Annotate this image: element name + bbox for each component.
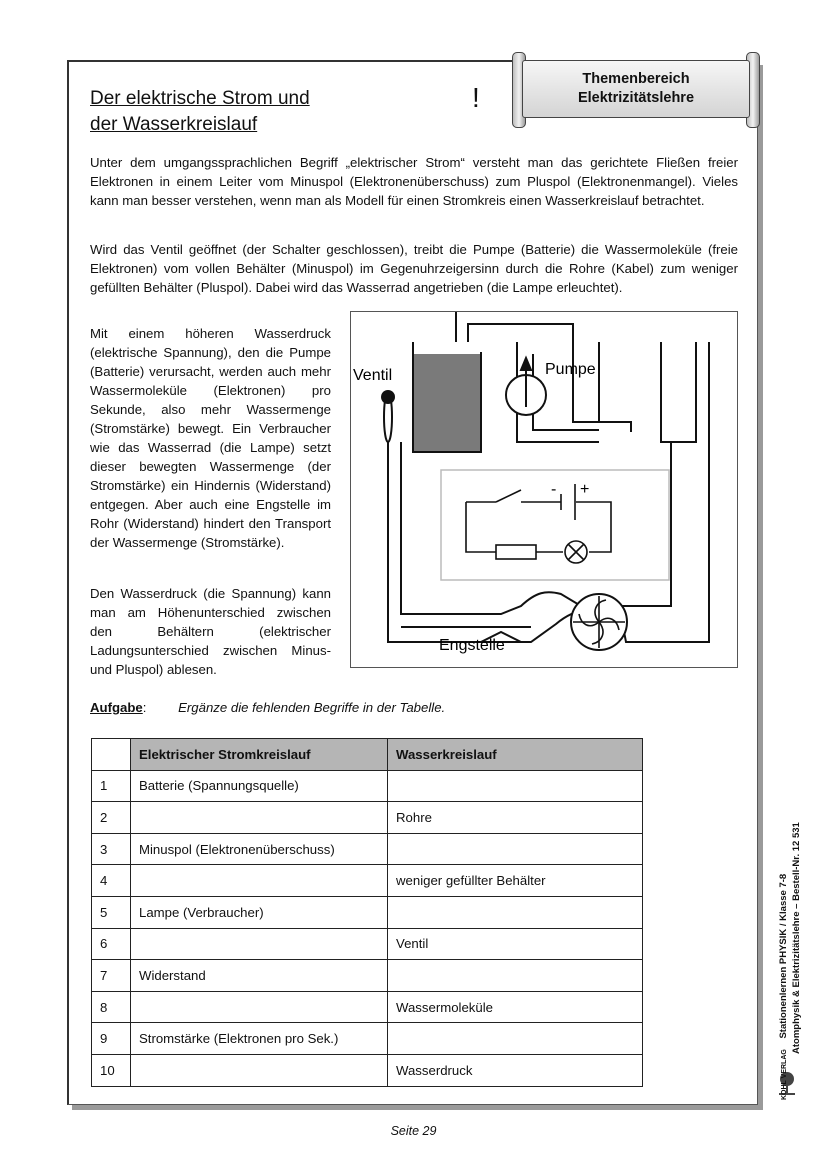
table-row bbox=[92, 833, 643, 865]
table-row bbox=[92, 770, 643, 802]
topic-badge-line1: Themenbereich bbox=[582, 71, 690, 87]
electric-cell: Minuspol (Elektronenüberschuss) bbox=[131, 833, 388, 865]
table-row bbox=[92, 865, 643, 897]
sidebar-line1: Stationenlernen PHYSIK / Klasse 7-8 bbox=[778, 873, 789, 1039]
low-tank-wall bbox=[661, 342, 671, 442]
page-title bbox=[90, 86, 310, 138]
intro-paragraph: Unter dem umgangssprachlichen Begriff „elektrischer Strom“ versteht man das gerichtete Fließen freier Elektronen in einem Leiter vom Minuspol (Elektronenüberschuss) zum Pluspol (Elektronenmangel). Vieles kann man besser verstehen, wenn man als Modell für einen Stromkreis einen Wasserkreislauf betrachtet. bbox=[90, 155, 738, 208]
exclamation-icon: ! bbox=[472, 82, 480, 113]
water-cell[interactable] bbox=[388, 833, 643, 865]
row-number: 8 bbox=[92, 991, 131, 1023]
resistor-symbol bbox=[496, 545, 536, 559]
row-number: 4 bbox=[92, 865, 131, 897]
water-circuit-diagram bbox=[350, 311, 738, 668]
battery-plus-label: + bbox=[580, 481, 590, 498]
header-electric: Elektrischer Stromkreislauf bbox=[131, 739, 388, 771]
page-title-line1: Der elektrische Strom und bbox=[90, 88, 310, 109]
water-cell[interactable] bbox=[388, 960, 643, 992]
water-circuit-svg bbox=[351, 312, 739, 669]
row-number: 9 bbox=[92, 1023, 131, 1055]
battery-minus-label: - bbox=[551, 481, 557, 498]
row-number: 2 bbox=[92, 802, 131, 834]
table-row bbox=[92, 896, 643, 928]
valve-paragraph: Wird das Ventil geöffnet (der Schalter geschlossen), treibt die Pumpe (Batterie) die Wassermoleküle (freie Elektronen) vom vollen Behälter (Minuspol) im Gegenuhrzeigersinn durch die Rohre (Kabel) zum weniger gefüllten Behälter (Pluspol). Dabei wird das Wasserrad angetrieben (die Lampe erleuchtet). bbox=[90, 242, 738, 295]
water-cell[interactable] bbox=[388, 896, 643, 928]
narrowing-label: Engstelle bbox=[439, 637, 505, 654]
row-number: 7 bbox=[92, 960, 131, 992]
publisher-name: KOHL VERLAG bbox=[781, 1049, 788, 1100]
row-number: 10 bbox=[92, 1054, 131, 1086]
topic-badge-text bbox=[522, 60, 750, 118]
row-number: 6 bbox=[92, 928, 131, 960]
electric-cell[interactable] bbox=[131, 1054, 388, 1086]
table-header-row bbox=[92, 739, 643, 771]
task-instruction bbox=[90, 700, 445, 715]
page-number: Seite 29 bbox=[390, 1124, 437, 1138]
valve-knob bbox=[381, 390, 395, 404]
topic-badge bbox=[510, 52, 762, 128]
row-number: 5 bbox=[92, 896, 131, 928]
water-fill bbox=[414, 354, 480, 451]
row-number: 3 bbox=[92, 833, 131, 865]
task-colon: : bbox=[142, 700, 147, 715]
height-paragraph: Den Wasserdruck (die Spannung) kann man am Höhenunterschied zwischen den Behältern (elektrischer Ladungsunterschied zwischen Minus- und Pluspol) ablesen. bbox=[90, 586, 331, 677]
water-cell: Wassermoleküle bbox=[388, 991, 643, 1023]
table-row bbox=[92, 1054, 643, 1086]
sidebar-line2: Atomphysik & Elektrizitätslehre – Bestell-Nr. 12 531 bbox=[791, 822, 802, 1054]
page-title-line2: der Wasserkreislauf bbox=[90, 114, 258, 135]
valve-label: Ventil bbox=[353, 367, 393, 384]
task-text: Ergänze die fehlenden Begriffe in der Tabelle. bbox=[178, 700, 446, 715]
electric-cell: Batterie (Spannungsquelle) bbox=[131, 770, 388, 802]
header-water: Wasserkreislauf bbox=[388, 739, 643, 771]
table-row bbox=[92, 928, 643, 960]
task-label: Aufgabe bbox=[90, 700, 143, 715]
table-row bbox=[92, 991, 643, 1023]
water-cell[interactable] bbox=[388, 770, 643, 802]
electric-cell: Stromstärke (Elektronen pro Sek.) bbox=[131, 1023, 388, 1055]
topic-badge-line2: Elektrizitätslehre bbox=[577, 90, 695, 106]
table-row bbox=[92, 960, 643, 992]
pressure-paragraph: Mit einem höheren Wasserdruck (elektrische Spannung), den die Pumpe (Batterie) verursacht, werden auch mehr Wassermoleküle (Elektronen) pro Sekunde, also mehr Wassermenge (Stromstärke) bewegt. Ein Verbraucher wie das Wasserrad (die Lampe) setzt dieser bewegten Wassermenge (der Stromstärke) ein Hindernis (Widerstand) entgegen. Aber auch eine Engstelle im Rohr (Widerstand) hindert den Transport der Wassermenge (Stromstärke). bbox=[90, 326, 331, 550]
publisher-sidebar bbox=[778, 760, 803, 1100]
electric-cell: Lampe (Verbraucher) bbox=[131, 896, 388, 928]
comparison-table bbox=[91, 738, 643, 1087]
electric-cell[interactable] bbox=[131, 865, 388, 897]
electric-cell: Widerstand bbox=[131, 960, 388, 992]
water-cell: Rohre bbox=[388, 802, 643, 834]
table-row bbox=[92, 802, 643, 834]
electric-cell[interactable] bbox=[131, 991, 388, 1023]
water-cell: Wasserdruck bbox=[388, 1054, 643, 1086]
pump-label: Pumpe bbox=[545, 361, 596, 378]
table-row bbox=[92, 1023, 643, 1055]
water-cell[interactable] bbox=[388, 1023, 643, 1055]
water-cell: weniger gefüllter Behälter bbox=[388, 865, 643, 897]
header-number bbox=[92, 739, 131, 771]
water-cell: Ventil bbox=[388, 928, 643, 960]
low-tank-outline bbox=[599, 342, 631, 432]
row-number: 1 bbox=[92, 770, 131, 802]
electric-cell[interactable] bbox=[131, 928, 388, 960]
electric-cell[interactable] bbox=[131, 802, 388, 834]
